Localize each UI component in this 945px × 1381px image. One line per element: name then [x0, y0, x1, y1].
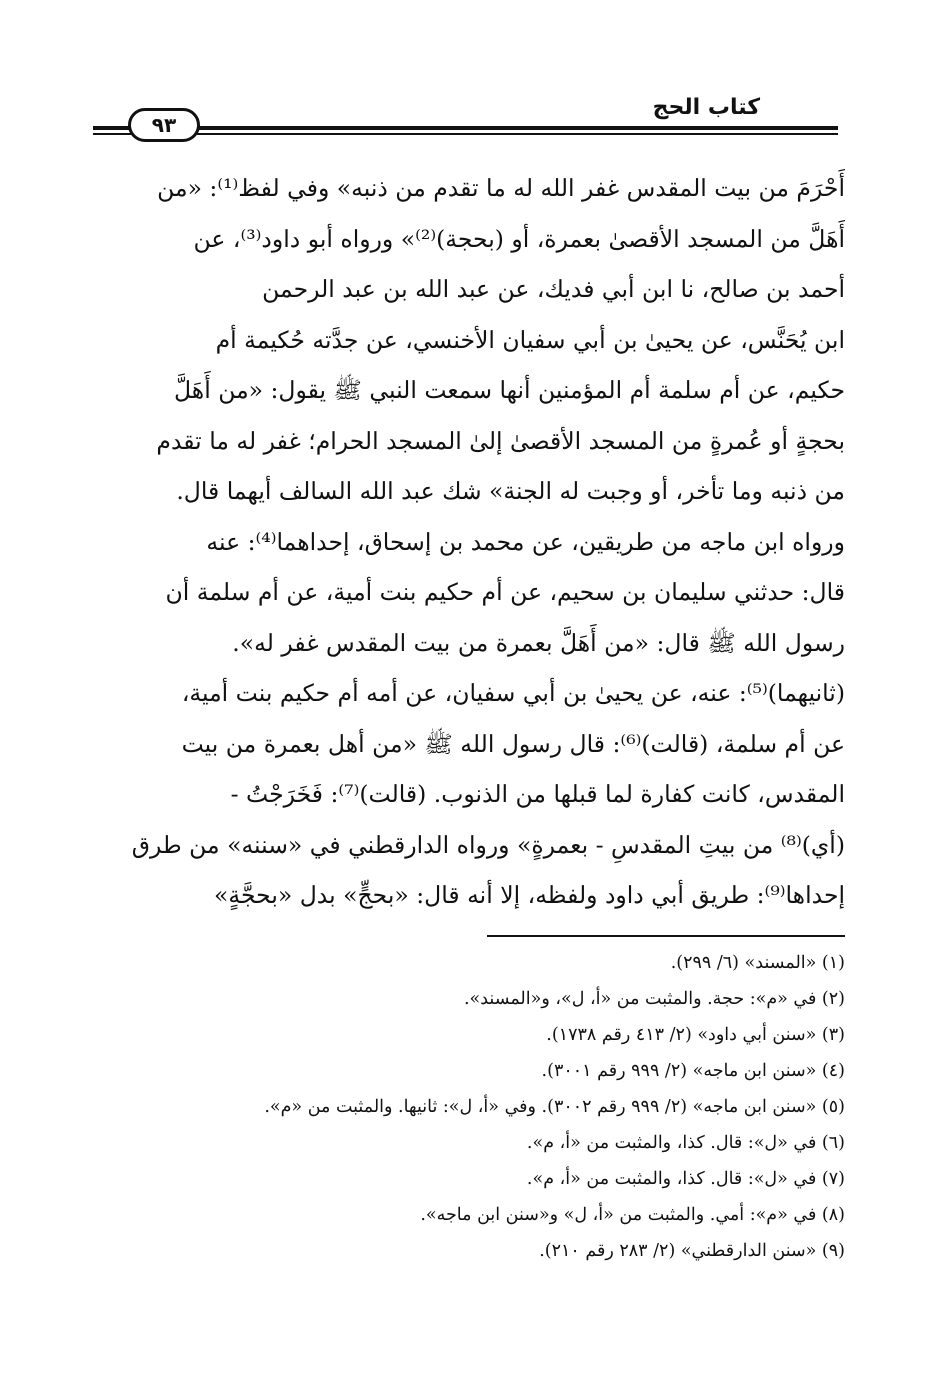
- header-rule-thin: [93, 133, 838, 135]
- text-line: قال: حدثني سليمان بن سحيم، عن أم حكيم بنت أمية، عن أم سلمة أن: [165, 578, 845, 606]
- footnote: (٥) «سنن ابن ماجه» (٢/ ٩٩٩ رقم ٣٠٠٢). وفي «أ، ل»: ثانيها. والمثبت من «م».: [264, 1097, 845, 1117]
- text-line: المقدس، كانت كفارة لما قبلها من الذنوب. (قالت)⁽⁷⁾: فَخَرَجْتُ -: [230, 780, 845, 808]
- text-line: (أي)⁽⁸⁾ من بيتِ المقدسِ - بعمرةٍ» ورواه الدارقطني في «سننه» من طرق: [131, 830, 845, 859]
- text-line: أَهَلَّ من المسجد الأقصىٰ بعمرة، أو (بحجة)⁽²⁾» ورواه أبو داود⁽³⁾، عن: [193, 224, 845, 253]
- footnote: (٢) في «م»: حجة. والمثبت من «أ، ل»، و«المسند».: [463, 989, 845, 1009]
- footnotes: [95, 945, 845, 1269]
- footnote: (٨) في «م»: أمي. والمثبت من «أ، ل» و«سنن ابن ماجه».: [420, 1205, 845, 1225]
- text-line: رسول الله ﷺ قال: «من أَهَلَّ بعمرة من بيت المقدس غفر له».: [232, 628, 845, 657]
- text-line: (ثانيهما)⁽⁵⁾: عنه، عن يحيىٰ بن أبي سفيان، عن أمه أم حكيم بنت أمية،: [181, 679, 845, 707]
- footnote: (٦) في «ل»: قال. كذا، والمثبت من «أ، م».: [526, 1133, 845, 1153]
- main-text: [95, 163, 845, 921]
- text-line: إحداها⁽⁹⁾: طريق أبي داود ولفظه، إلا أنه قال: «بحجٍّ» بدل «بحجَّةٍ»: [214, 881, 845, 909]
- text-line: من ذنبه وما تأخر، أو وجبت له الجنة» شك عبد الله السالف أيهما قال.: [176, 477, 845, 505]
- page-number: ٩٣: [128, 108, 200, 142]
- text-line: أَحْرَمَ من بيت المقدس غفر الله له ما تقدم من ذنبه» وفي لفظ⁽¹⁾: «من: [157, 174, 845, 202]
- text-line: بحجةٍ أو عُمرةٍ من المسجد الأقصىٰ إلىٰ المسجد الحرام؛ غفر له ما تقدم: [156, 426, 845, 455]
- chapter-title: كتاب الحج: [652, 95, 760, 120]
- text-line: أحمد بن صالح، نا ابن أبي فديك، عن عبد الله بن عبد الرحمن: [262, 275, 845, 303]
- footnote-separator: [487, 935, 845, 937]
- footnote: (٩) «سنن الدارقطني» (٢/ ٢٨٣ رقم ٢١٠).: [539, 1241, 845, 1261]
- page-header: [0, 0, 945, 160]
- text-line: حكيم، عن أم سلمة أم المؤمنين أنها سمعت النبي ﷺ يقول: «من أَهَلَّ: [174, 376, 845, 404]
- footnote: (١) «المسند» (٦/ ٢٩٩).: [670, 953, 845, 973]
- footnote: (٤) «سنن ابن ماجه» (٢/ ٩٩٩ رقم ٣٠٠١).: [541, 1061, 845, 1081]
- footnote: (٧) في «ل»: قال. كذا، والمثبت من «أ، م».: [526, 1169, 845, 1189]
- text-line: ابن يُحَنَّس، عن يحيىٰ بن أبي سفيان الأخنسي، عن جدَّته حُكيمة أم: [215, 325, 845, 354]
- header-rule-thick: [93, 126, 838, 130]
- text-line: ورواه ابن ماجه من طريقين، عن محمد بن إسحاق، إحداهما⁽⁴⁾: عنه: [206, 527, 845, 556]
- footnote: (٣) «سنن أبي داود» (٢/ ٤١٣ رقم ١٧٣٨).: [546, 1025, 845, 1045]
- text-line: عن أم سلمة، (قالت)⁽⁶⁾: قال رسول الله ﷺ «من أهل بعمرة من بيت: [181, 729, 845, 758]
